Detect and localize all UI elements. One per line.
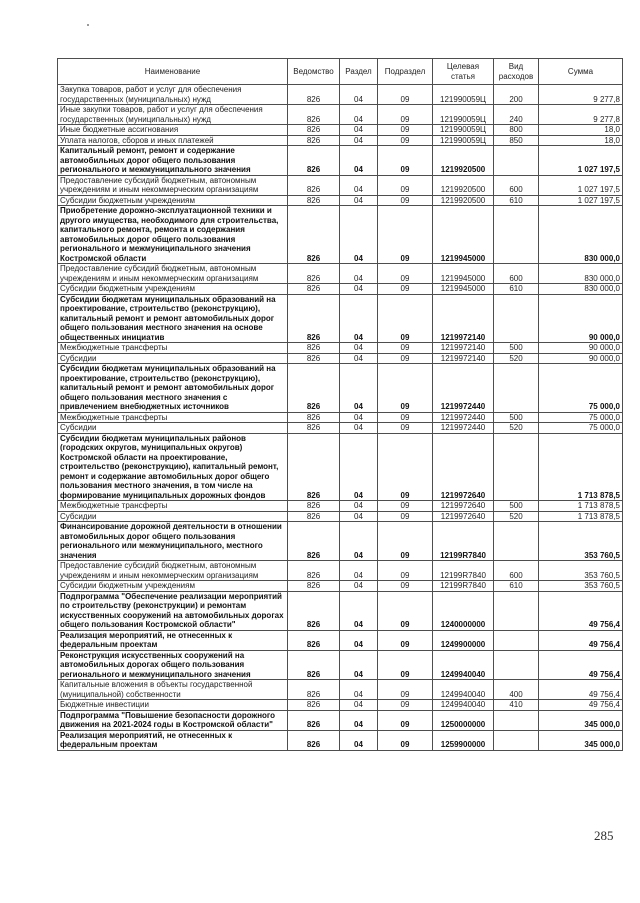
cell-summa: 1 713 878,5 xyxy=(539,433,623,501)
cell-celevaya-statya: 121990059Ц xyxy=(433,85,494,105)
cell-vid-rashodov xyxy=(494,522,539,561)
cell-podrazdel: 09 xyxy=(378,195,433,206)
cell-razdel: 04 xyxy=(340,105,378,125)
cell-podrazdel: 09 xyxy=(378,364,433,413)
cell-naimenovanie: Субсидии xyxy=(58,511,288,522)
page-number: 285 xyxy=(594,828,614,843)
cell-celevaya-statya: 121990059Ц xyxy=(433,135,494,146)
cell-razdel: 04 xyxy=(340,175,378,195)
cell-vid-rashodov: 610 xyxy=(494,581,539,592)
table-row xyxy=(58,343,623,354)
cell-vid-rashodov xyxy=(494,710,539,730)
cell-podrazdel: 09 xyxy=(378,650,433,680)
table-row xyxy=(58,264,623,284)
cell-celevaya-statya: 1250000000 xyxy=(433,710,494,730)
cell-podrazdel: 09 xyxy=(378,125,433,136)
column-header-celevaya-statya: Целевая статья xyxy=(433,59,494,85)
table-row xyxy=(58,710,623,730)
cell-celevaya-statya: 1219972440 xyxy=(433,423,494,434)
cell-vedomstvo: 826 xyxy=(288,175,340,195)
cell-summa: 830 000,0 xyxy=(539,264,623,284)
cell-naimenovanie: Уплата налогов, сборов и иных платежей xyxy=(58,135,288,146)
table-row xyxy=(58,135,623,146)
cell-vedomstvo: 826 xyxy=(288,85,340,105)
table-row xyxy=(58,650,623,680)
cell-celevaya-statya: 1219972640 xyxy=(433,511,494,522)
cell-vid-rashodov: 520 xyxy=(494,353,539,364)
cell-vid-rashodov xyxy=(494,591,539,630)
cell-razdel: 04 xyxy=(340,364,378,413)
cell-celevaya-statya: 121990059Ц xyxy=(433,105,494,125)
cell-razdel: 04 xyxy=(340,710,378,730)
cell-vid-rashodov: 600 xyxy=(494,561,539,581)
cell-summa: 345 000,0 xyxy=(539,710,623,730)
cell-celevaya-statya: 1240000000 xyxy=(433,591,494,630)
cell-vedomstvo: 826 xyxy=(288,135,340,146)
cell-vedomstvo: 826 xyxy=(288,522,340,561)
cell-podrazdel: 09 xyxy=(378,501,433,512)
cell-summa: 49 756,4 xyxy=(539,700,623,711)
cell-celevaya-statya: 1219972140 xyxy=(433,343,494,354)
cell-naimenovanie: Иные закупки товаров, работ и услуг для обеспечения государственных (муниципальных) нужд xyxy=(58,105,288,125)
cell-podrazdel: 09 xyxy=(378,561,433,581)
cell-vid-rashodov: 850 xyxy=(494,135,539,146)
cell-summa: 75 000,0 xyxy=(539,423,623,434)
cell-podrazdel: 09 xyxy=(378,522,433,561)
cell-razdel: 04 xyxy=(340,591,378,630)
cell-podrazdel: 09 xyxy=(378,264,433,284)
cell-razdel: 04 xyxy=(340,353,378,364)
column-header-razdel: Раздел xyxy=(340,59,378,85)
cell-vedomstvo: 826 xyxy=(288,146,340,176)
cell-vid-rashodov: 520 xyxy=(494,511,539,522)
cell-summa: 49 756,4 xyxy=(539,630,623,650)
cell-celevaya-statya: 1219920500 xyxy=(433,195,494,206)
cell-vedomstvo: 826 xyxy=(288,105,340,125)
cell-vid-rashodov xyxy=(494,730,539,750)
cell-podrazdel: 09 xyxy=(378,730,433,750)
cell-vid-rashodov: 200 xyxy=(494,85,539,105)
cell-vedomstvo: 826 xyxy=(288,680,340,700)
cell-naimenovanie: Подпрограмма "Повышение безопасности дорожного движения на 2021-2024 годы в Костромской области" xyxy=(58,710,288,730)
table-row xyxy=(58,364,623,413)
table-row xyxy=(58,522,623,561)
table-row xyxy=(58,105,623,125)
table-row xyxy=(58,294,623,343)
table-row xyxy=(58,125,623,136)
cell-razdel: 04 xyxy=(340,650,378,680)
cell-razdel: 04 xyxy=(340,135,378,146)
cell-vedomstvo: 826 xyxy=(288,561,340,581)
cell-razdel: 04 xyxy=(340,206,378,264)
cell-celevaya-statya: 12199R7840 xyxy=(433,581,494,592)
cell-summa: 1 713 878,5 xyxy=(539,501,623,512)
table-row xyxy=(58,195,623,206)
table-row xyxy=(58,680,623,700)
cell-razdel: 04 xyxy=(340,700,378,711)
cell-razdel: 04 xyxy=(340,343,378,354)
cell-podrazdel: 09 xyxy=(378,680,433,700)
cell-celevaya-statya: 1249900000 xyxy=(433,630,494,650)
cell-naimenovanie: Субсидии xyxy=(58,423,288,434)
cell-naimenovanie: Предоставление субсидий бюджетным, автономным учреждениям и иным некоммерческим организациям xyxy=(58,264,288,284)
cell-naimenovanie: Реконструкция искусственных сооружений на автомобильных дорогах общего пользования регионального и межмуниципального значения xyxy=(58,650,288,680)
cell-summa: 49 756,4 xyxy=(539,650,623,680)
cell-vid-rashodov: 500 xyxy=(494,412,539,423)
cell-celevaya-statya: 1219972640 xyxy=(433,501,494,512)
cell-naimenovanie: Капитальные вложения в объекты государственной (муниципальной) собственности xyxy=(58,680,288,700)
cell-podrazdel: 09 xyxy=(378,353,433,364)
cell-vedomstvo: 826 xyxy=(288,284,340,295)
cell-summa: 1 027 197,5 xyxy=(539,195,623,206)
cell-naimenovanie: Капитальный ремонт, ремонт и содержание автомобильных дорог общего пользования регионального и межмуниципального значения xyxy=(58,146,288,176)
cell-razdel: 04 xyxy=(340,284,378,295)
cell-vedomstvo: 826 xyxy=(288,581,340,592)
cell-vid-rashodov xyxy=(494,146,539,176)
budget-expenditure-table xyxy=(57,58,623,751)
table-row xyxy=(58,700,623,711)
cell-naimenovanie: Закупка товаров, работ и услуг для обеспечения государственных (муниципальных) нужд xyxy=(58,85,288,105)
cell-podrazdel: 09 xyxy=(378,206,433,264)
table-row xyxy=(58,85,623,105)
cell-razdel: 04 xyxy=(340,85,378,105)
cell-podrazdel: 09 xyxy=(378,412,433,423)
cell-naimenovanie: Межбюджетные трансферты xyxy=(58,412,288,423)
cell-vid-rashodov: 240 xyxy=(494,105,539,125)
cell-naimenovanie: Предоставление субсидий бюджетным, автономным учреждениям и иным некоммерческим организациям xyxy=(58,175,288,195)
cell-summa: 353 760,5 xyxy=(539,581,623,592)
cell-razdel: 04 xyxy=(340,125,378,136)
cell-razdel: 04 xyxy=(340,511,378,522)
cell-summa: 18,0 xyxy=(539,135,623,146)
cell-summa: 75 000,0 xyxy=(539,364,623,413)
cell-podrazdel: 09 xyxy=(378,581,433,592)
column-header-naimenovanie: Наименование xyxy=(58,59,288,85)
cell-vid-rashodov xyxy=(494,433,539,501)
cell-razdel: 04 xyxy=(340,264,378,284)
cell-celevaya-statya: 1249940040 xyxy=(433,680,494,700)
cell-celevaya-statya: 1219920500 xyxy=(433,146,494,176)
cell-vid-rashodov: 500 xyxy=(494,501,539,512)
cell-naimenovanie: Реализация мероприятий, не отнесенных к федеральным проектам xyxy=(58,730,288,750)
cell-celevaya-statya: 1219945000 xyxy=(433,284,494,295)
table-row xyxy=(58,412,623,423)
cell-razdel: 04 xyxy=(340,680,378,700)
table-row xyxy=(58,206,623,264)
cell-vid-rashodov xyxy=(494,294,539,343)
cell-celevaya-statya: 1249940040 xyxy=(433,650,494,680)
cell-celevaya-statya: 12199R7840 xyxy=(433,522,494,561)
cell-summa: 90 000,0 xyxy=(539,353,623,364)
cell-celevaya-statya: 1219920500 xyxy=(433,175,494,195)
cell-vid-rashodov xyxy=(494,650,539,680)
table-row xyxy=(58,284,623,295)
cell-razdel: 04 xyxy=(340,423,378,434)
cell-celevaya-statya: 1219945000 xyxy=(433,264,494,284)
cell-summa: 90 000,0 xyxy=(539,294,623,343)
cell-naimenovanie: Межбюджетные трансферты xyxy=(58,501,288,512)
cell-vedomstvo: 826 xyxy=(288,433,340,501)
cell-summa: 1 713 878,5 xyxy=(539,511,623,522)
cell-summa: 49 756,4 xyxy=(539,591,623,630)
cell-naimenovanie: Субсидии бюджетным учреждениям xyxy=(58,581,288,592)
cell-vid-rashodov xyxy=(494,630,539,650)
cell-summa: 345 000,0 xyxy=(539,730,623,750)
cell-summa: 353 760,5 xyxy=(539,561,623,581)
scan-artifact-speck xyxy=(87,24,89,26)
cell-summa: 18,0 xyxy=(539,125,623,136)
cell-vedomstvo: 826 xyxy=(288,206,340,264)
cell-celevaya-statya: 1219972640 xyxy=(433,433,494,501)
table-row xyxy=(58,591,623,630)
cell-celevaya-statya: 1219972140 xyxy=(433,353,494,364)
table-row xyxy=(58,433,623,501)
cell-podrazdel: 09 xyxy=(378,284,433,295)
cell-vid-rashodov: 410 xyxy=(494,700,539,711)
cell-naimenovanie: Субсидии бюджетам муниципальных образований на проектирование, строительство (реконструкцию), капитальный ремонт и ремонт автомобильных дорог общего пользования местного значения с привлечением внебюджетных источников xyxy=(58,364,288,413)
table-row xyxy=(58,423,623,434)
cell-celevaya-statya: 1249940040 xyxy=(433,700,494,711)
cell-naimenovanie: Финансирование дорожной деятельности в отношении автомобильных дорог общего пользования регионального или межмуниципального, местного значения xyxy=(58,522,288,561)
cell-naimenovanie: Субсидии бюджетам муниципальных районов (городских округов, муниципальных округов) Костромской области на проектирование, строительство (реконструкцию), капитальный ремонт, ремонт и содержание автомобильных дорог общего пользования местного значения, в том числе на формирование муниципальных дорожных фондов xyxy=(58,433,288,501)
column-header-summa: Сумма xyxy=(539,59,623,85)
column-header-vedomstvo: Ведомство xyxy=(288,59,340,85)
table-header-row xyxy=(58,59,623,85)
cell-naimenovanie: Подпрограмма "Обеспечение реализации мероприятий по строительству (реконструкции) и ремонтам искусственных сооружений на автомобильных дорогах общего пользования Костромской области" xyxy=(58,591,288,630)
cell-podrazdel: 09 xyxy=(378,433,433,501)
cell-razdel: 04 xyxy=(340,412,378,423)
cell-naimenovanie: Субсидии бюджетным учреждениям xyxy=(58,195,288,206)
cell-podrazdel: 09 xyxy=(378,710,433,730)
cell-naimenovanie: Иные бюджетные ассигнования xyxy=(58,125,288,136)
cell-vedomstvo: 826 xyxy=(288,700,340,711)
cell-vid-rashodov: 610 xyxy=(494,284,539,295)
cell-vedomstvo: 826 xyxy=(288,343,340,354)
cell-vid-rashodov xyxy=(494,364,539,413)
cell-naimenovanie: Субсидии xyxy=(58,353,288,364)
cell-vedomstvo: 826 xyxy=(288,195,340,206)
cell-celevaya-statya: 1219972440 xyxy=(433,412,494,423)
cell-vid-rashodov: 520 xyxy=(494,423,539,434)
cell-razdel: 04 xyxy=(340,581,378,592)
cell-vid-rashodov: 610 xyxy=(494,195,539,206)
cell-razdel: 04 xyxy=(340,730,378,750)
table-row xyxy=(58,501,623,512)
cell-summa: 90 000,0 xyxy=(539,343,623,354)
cell-podrazdel: 09 xyxy=(378,700,433,711)
table-row xyxy=(58,511,623,522)
cell-celevaya-statya: 121990059Ц xyxy=(433,125,494,136)
cell-naimenovanie: Субсидии бюджетным учреждениям xyxy=(58,284,288,295)
cell-podrazdel: 09 xyxy=(378,591,433,630)
cell-summa: 1 027 197,5 xyxy=(539,146,623,176)
cell-razdel: 04 xyxy=(340,630,378,650)
cell-vedomstvo: 826 xyxy=(288,125,340,136)
cell-celevaya-statya: 1219945000 xyxy=(433,206,494,264)
cell-podrazdel: 09 xyxy=(378,343,433,354)
cell-vid-rashodov: 400 xyxy=(494,680,539,700)
cell-vedomstvo: 826 xyxy=(288,730,340,750)
cell-vedomstvo: 826 xyxy=(288,294,340,343)
cell-summa: 353 760,5 xyxy=(539,522,623,561)
table-row xyxy=(58,581,623,592)
cell-razdel: 04 xyxy=(340,501,378,512)
cell-vedomstvo: 826 xyxy=(288,501,340,512)
cell-razdel: 04 xyxy=(340,294,378,343)
cell-vedomstvo: 826 xyxy=(288,591,340,630)
cell-razdel: 04 xyxy=(340,195,378,206)
cell-podrazdel: 09 xyxy=(378,105,433,125)
cell-vedomstvo: 826 xyxy=(288,364,340,413)
cell-summa: 9 277,8 xyxy=(539,105,623,125)
cell-naimenovanie: Приобретение дорожно-эксплуатационной техники и другого имущества, необходимого для строительства, капитального ремонта, ремонта и содержания автомобильных дорог общего пользования регионального и межмуниципального значения Костромской области xyxy=(58,206,288,264)
cell-podrazdel: 09 xyxy=(378,423,433,434)
cell-vedomstvo: 826 xyxy=(288,710,340,730)
table-row xyxy=(58,175,623,195)
cell-summa: 830 000,0 xyxy=(539,206,623,264)
cell-summa: 1 027 197,5 xyxy=(539,175,623,195)
cell-razdel: 04 xyxy=(340,522,378,561)
cell-celevaya-statya: 1219972440 xyxy=(433,364,494,413)
cell-podrazdel: 09 xyxy=(378,85,433,105)
cell-podrazdel: 09 xyxy=(378,630,433,650)
cell-celevaya-statya: 1219972140 xyxy=(433,294,494,343)
column-header-vid-rashodov: Вид расходов xyxy=(494,59,539,85)
cell-vedomstvo: 826 xyxy=(288,630,340,650)
cell-vedomstvo: 826 xyxy=(288,423,340,434)
cell-vid-rashodov xyxy=(494,206,539,264)
cell-podrazdel: 09 xyxy=(378,511,433,522)
table-row xyxy=(58,146,623,176)
cell-celevaya-statya: 1259900000 xyxy=(433,730,494,750)
cell-summa: 830 000,0 xyxy=(539,284,623,295)
cell-vedomstvo: 826 xyxy=(288,412,340,423)
cell-celevaya-statya: 12199R7840 xyxy=(433,561,494,581)
cell-podrazdel: 09 xyxy=(378,135,433,146)
cell-vedomstvo: 826 xyxy=(288,264,340,284)
cell-summa: 75 000,0 xyxy=(539,412,623,423)
cell-podrazdel: 09 xyxy=(378,175,433,195)
table-row xyxy=(58,630,623,650)
cell-podrazdel: 09 xyxy=(378,294,433,343)
cell-vid-rashodov: 800 xyxy=(494,125,539,136)
column-header-podrazdel: Подраздел xyxy=(378,59,433,85)
cell-razdel: 04 xyxy=(340,433,378,501)
cell-naimenovanie: Субсидии бюджетам муниципальных образований на проектирование, строительство (реконструкцию), капитальный ремонт и ремонт автомобильных дорог общего пользования местного значения на основе общественных инициатив xyxy=(58,294,288,343)
cell-vid-rashodov: 600 xyxy=(494,175,539,195)
cell-summa: 9 277,8 xyxy=(539,85,623,105)
table-row xyxy=(58,561,623,581)
cell-summa: 49 756,4 xyxy=(539,680,623,700)
cell-vedomstvo: 826 xyxy=(288,511,340,522)
cell-vedomstvo: 826 xyxy=(288,650,340,680)
cell-naimenovanie: Предоставление субсидий бюджетным, автономным учреждениям и иным некоммерческим организациям xyxy=(58,561,288,581)
cell-vid-rashodov: 500 xyxy=(494,343,539,354)
cell-naimenovanie: Межбюджетные трансферты xyxy=(58,343,288,354)
cell-vedomstvo: 826 xyxy=(288,353,340,364)
table-row xyxy=(58,353,623,364)
table-row xyxy=(58,730,623,750)
cell-naimenovanie: Реализация мероприятий, не отнесенных к федеральным проектам xyxy=(58,630,288,650)
cell-razdel: 04 xyxy=(340,146,378,176)
cell-naimenovanie: Бюджетные инвестиции xyxy=(58,700,288,711)
cell-vid-rashodov: 600 xyxy=(494,264,539,284)
cell-razdel: 04 xyxy=(340,561,378,581)
cell-podrazdel: 09 xyxy=(378,146,433,176)
